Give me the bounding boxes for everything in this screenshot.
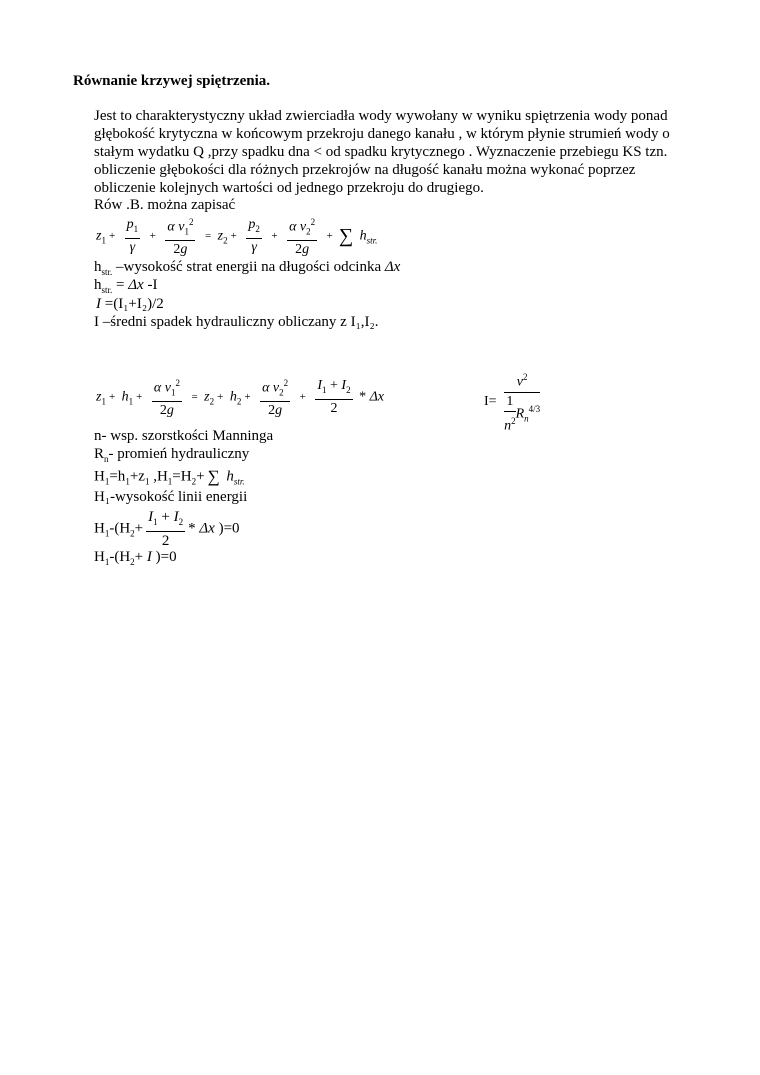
intro-paragraph	[94, 107, 734, 197]
paragraph-line: Jest to charakterystyczny układ zwierciadła wody wywołany w wyniku spiętrzenia wody ponad	[94, 108, 668, 124]
bernoulli-equation: $z_1$ + $\frac{p_1}{\gamma}$ + $\frac{\alpha v_1^2}{2g}$ = $z_2$ + $\frac{p_2}{\gamma}$ + $\frac{\alpha v_2^2}{2g}$ + ∑ $h_{str.}$	[96, 213, 377, 259]
rn-description: $R_n-$ promień hydrauliczny	[94, 446, 250, 464]
paragraph-line: głębokość krytyczna w końcowym przekroju danego kanału , w którym płynie strumień wody o	[94, 126, 670, 142]
manning-formula: I= $v^2$ $\frac{1}{n^2}$ $R_n^{4/3}$	[484, 368, 543, 435]
hstr-definition: $h_{str.}$ –wysokość strat energii na długości odcinka Δx	[94, 259, 401, 277]
energy-equation: $z_1 + h_1$ + $\frac{\alpha v_1^2}{2g}$ = $z_2 + h_2$ + $\frac{\alpha v_2^2}{2g}$ + $\frac{I_1 + I_2}{2}$ * Δx	[96, 374, 384, 420]
page-title: Równanie krzywej spiętrzenia.	[73, 73, 271, 89]
h1-description: H₁-wysokość linii energii	[94, 489, 248, 505]
paragraph-line: obliczenie głębokości dla różnych przekrojów na długość kanału można wykonać poprzez	[94, 162, 636, 178]
i-description: I –średni spadek hydrauliczny obliczany z I₁,I₂.	[94, 314, 379, 330]
paragraph-line: obliczenie kolejnych wartości od jednego przekroju do drugiego.	[94, 180, 484, 196]
n-description: n- wsp. szorstkości Manninga	[94, 428, 274, 444]
h1-equation-short: $H_1-(H_2+ I$ )=0	[94, 549, 177, 567]
h1-equation-fraction: $H_1-(H_2+$ $\frac{I_1 + I_2}{2}$ * Δx )=0	[94, 509, 240, 549]
row-b-label: Rów .B. można zapisać	[94, 197, 236, 213]
h-relations: $H_1=h_1+z_1$ $,H_1=H_2+$ ∑ $h_{str.}$	[94, 467, 245, 487]
i-mean-equation: I =(I₁+I₂)/2	[96, 296, 164, 312]
hstr-equation: $h_{str.} = \Delta x$ -I	[94, 277, 158, 295]
paragraph-line: stałym wydatku Q ,przy spadku dna < od spadku krytycznego . Wyznaczenie przebiegu KS tzn.	[94, 144, 668, 160]
